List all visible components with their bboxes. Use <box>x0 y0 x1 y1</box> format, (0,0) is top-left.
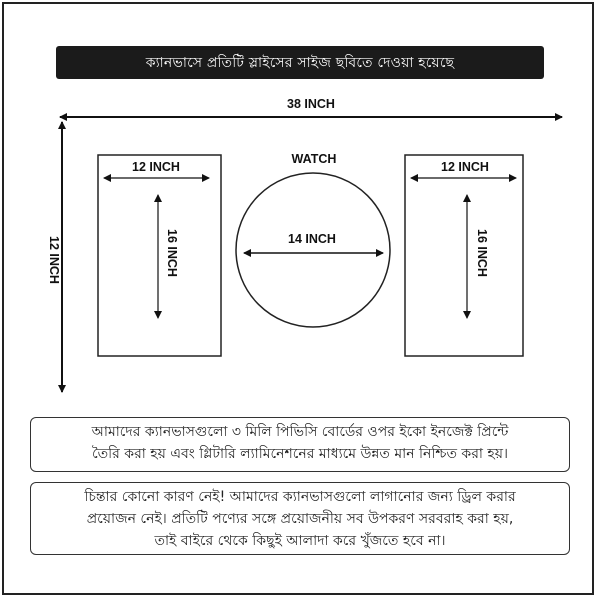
right-panel-width-label: 12 INCH <box>441 160 489 174</box>
info-box-installation <box>30 482 570 555</box>
watch-circle <box>236 173 390 327</box>
total-width-label: 38 INCH <box>287 97 335 111</box>
title-text: ক্যানভাসে প্রতিটি স্লাইসের সাইজ ছবিতে দেওয়া হয়েছে <box>145 54 455 71</box>
left-panel-height-label: 16 INCH <box>165 229 179 277</box>
info-box-print-quality <box>30 417 570 472</box>
watch-diameter-label: 14 INCH <box>288 232 336 246</box>
info-box-1-line-2: তৈরি করা হয় এবং গ্লিটারি ল্যামিনেশনের মাধ্যমে উন্নত মান নিশ্চিত করা হয়। <box>91 446 509 462</box>
info-box-2-line-2: প্রয়োজন নেই। প্রতিটি পণ্যের সঙ্গে প্রয়োজনীয় সব উপকরণ সরবরাহ করা হয়, <box>86 511 514 527</box>
left-panel <box>98 155 221 356</box>
info-box-2-line-3: তাই বাইরে থেকে কিছুই আলাদা করে খুঁজতে হবে না। <box>154 533 446 549</box>
info-box-1-line-1: আমাদের ক্যানভাসগুলো ৩ মিলি পিভিসি বোর্ডের ওপর ইকো ইনজেক্ট প্রিন্টে <box>91 424 509 440</box>
height-label: 12 INCH <box>47 236 61 284</box>
info-box-2-line-1: চিন্তার কোনো কারণ নেই! আমাদের ক্যানভাসগুলো লাগানোর জন্য ড্রিল করার <box>84 489 516 505</box>
watch-caption: WATCH <box>291 152 337 166</box>
right-panel-height-label: 16 INCH <box>475 229 489 277</box>
right-panel <box>405 155 523 356</box>
left-panel-width-label: 12 INCH <box>132 160 180 174</box>
